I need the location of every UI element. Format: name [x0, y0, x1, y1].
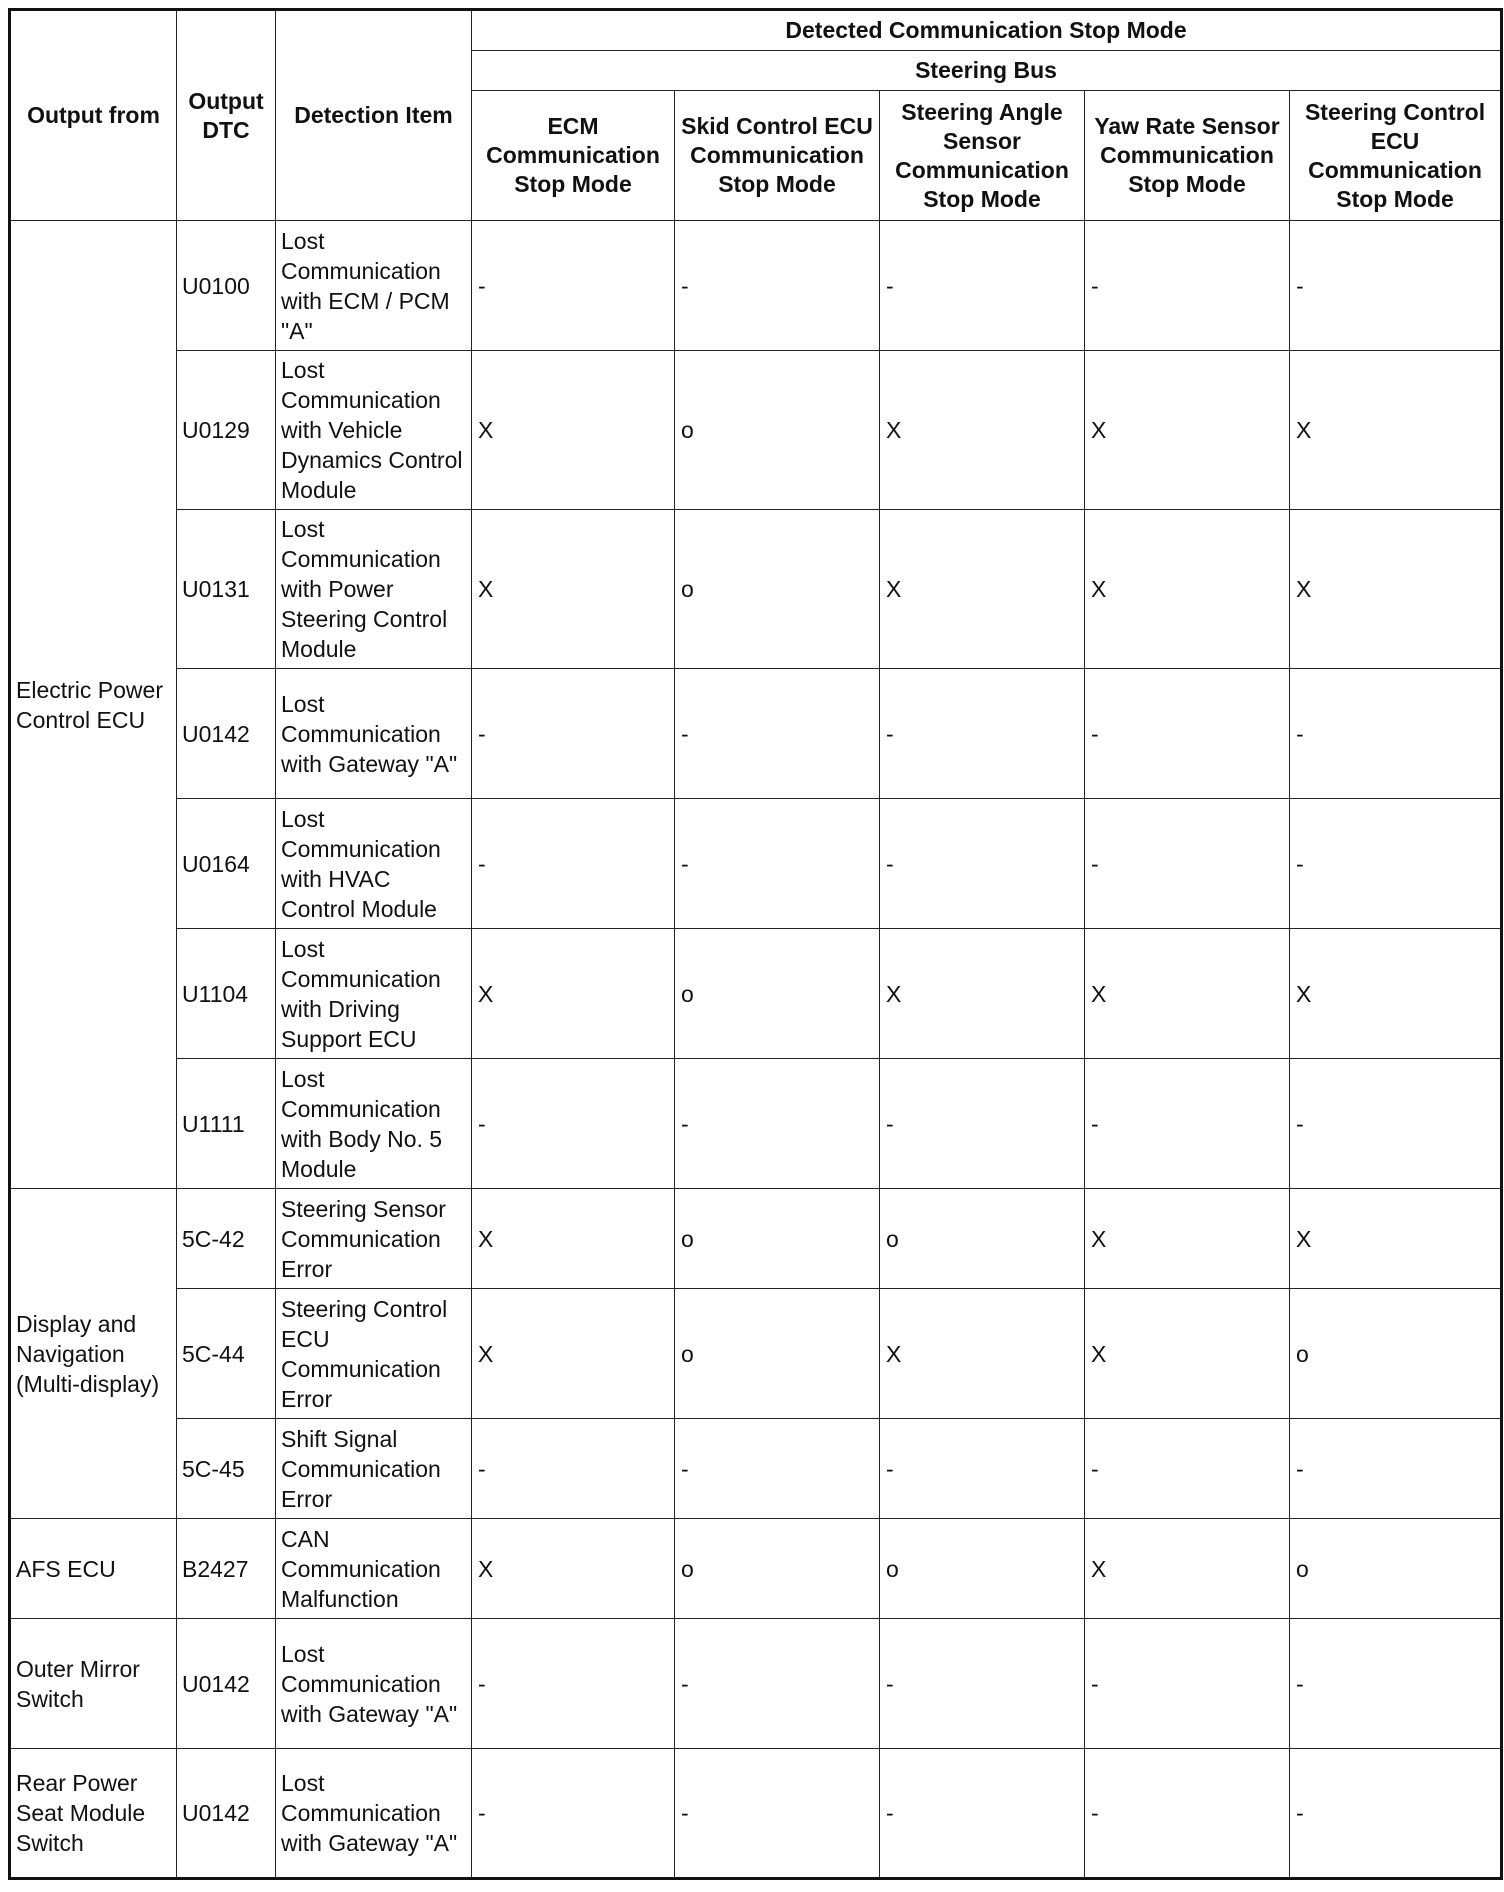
stop-mode-value-cell: - — [675, 1419, 880, 1519]
dtc-code-cell: 5C-42 — [177, 1189, 276, 1289]
stop-mode-value-cell: o — [1290, 1519, 1502, 1619]
stop-mode-value-cell: - — [1085, 221, 1290, 351]
stop-mode-value-cell: X — [1085, 351, 1290, 510]
stop-mode-value-cell: X — [1085, 1289, 1290, 1419]
stop-mode-value-cell: - — [472, 1749, 675, 1879]
stop-mode-value-cell: - — [1085, 1619, 1290, 1749]
stop-mode-value-cell: - — [675, 221, 880, 351]
dtc-code-cell: 5C-44 — [177, 1289, 276, 1419]
dtc-communication-table — [8, 8, 1503, 1880]
stop-mode-value-cell: X — [880, 1289, 1085, 1419]
header-mode-steering-control: Steering Control ECU Communication Stop Mode — [1290, 91, 1502, 221]
stop-mode-value-cell: X — [472, 1289, 675, 1419]
stop-mode-value-cell: o — [675, 1289, 880, 1419]
dtc-code-cell: U0142 — [177, 1749, 276, 1879]
detection-item-cell: Lost Communication with Gateway "A" — [276, 669, 472, 799]
stop-mode-value-cell: - — [1085, 669, 1290, 799]
table-row — [10, 1289, 1502, 1419]
detection-item-cell: Lost Communication with Driving Support ECU — [276, 929, 472, 1059]
stop-mode-value-cell: - — [880, 1059, 1085, 1189]
stop-mode-value-cell: - — [472, 1619, 675, 1749]
stop-mode-value-cell: - — [1085, 1059, 1290, 1189]
table-row — [10, 929, 1502, 1059]
stop-mode-value-cell: o — [675, 1519, 880, 1619]
stop-mode-value-cell: X — [1290, 929, 1502, 1059]
dtc-code-cell: U0100 — [177, 221, 276, 351]
header-mode-skid-control: Skid Control ECU Communication Stop Mode — [675, 91, 880, 221]
stop-mode-value-cell: o — [880, 1189, 1085, 1289]
dtc-code-cell: U1104 — [177, 929, 276, 1059]
stop-mode-value-cell: - — [675, 1619, 880, 1749]
table-row — [10, 1749, 1502, 1879]
stop-mode-value-cell: X — [880, 510, 1085, 669]
stop-mode-value-cell: X — [472, 510, 675, 669]
stop-mode-value-cell: - — [880, 669, 1085, 799]
stop-mode-value-cell: - — [1290, 669, 1502, 799]
stop-mode-value-cell: - — [675, 669, 880, 799]
dtc-code-cell: U0131 — [177, 510, 276, 669]
dtc-table-container — [8, 8, 1500, 1880]
stop-mode-value-cell: - — [1290, 1059, 1502, 1189]
header-mode-ecm: ECM Communication Stop Mode — [472, 91, 675, 221]
output-from-cell: AFS ECU — [10, 1519, 177, 1619]
table-row — [10, 510, 1502, 669]
detection-item-cell: Lost Communication with ECM / PCM "A" — [276, 221, 472, 351]
stop-mode-value-cell: o — [675, 1189, 880, 1289]
table-header — [10, 10, 1502, 221]
stop-mode-value-cell: - — [880, 1619, 1085, 1749]
stop-mode-value-cell: - — [880, 221, 1085, 351]
detection-item-cell: Lost Communication with HVAC Control Module — [276, 799, 472, 929]
stop-mode-value-cell: X — [472, 1519, 675, 1619]
header-output-dtc: Output DTC — [177, 10, 276, 221]
table-row — [10, 221, 1502, 351]
stop-mode-value-cell: - — [472, 799, 675, 929]
stop-mode-value-cell: X — [1290, 510, 1502, 669]
header-detection-item: Detection Item — [276, 10, 472, 221]
detection-item-cell: Shift Signal Communication Error — [276, 1419, 472, 1519]
stop-mode-value-cell: X — [472, 351, 675, 510]
stop-mode-value-cell: - — [1290, 221, 1502, 351]
detection-item-cell: Lost Communication with Power Steering Control Module — [276, 510, 472, 669]
stop-mode-value-cell: - — [675, 799, 880, 929]
table-row — [10, 1189, 1502, 1289]
stop-mode-value-cell: - — [675, 1749, 880, 1879]
stop-mode-value-cell: X — [1085, 1519, 1290, 1619]
stop-mode-value-cell: - — [1290, 1619, 1502, 1749]
stop-mode-value-cell: - — [675, 1059, 880, 1189]
stop-mode-value-cell: o — [880, 1519, 1085, 1619]
detection-item-cell: Steering Control ECU Communication Error — [276, 1289, 472, 1419]
dtc-code-cell: U0164 — [177, 799, 276, 929]
stop-mode-value-cell: o — [1290, 1289, 1502, 1419]
stop-mode-value-cell: - — [1290, 1749, 1502, 1879]
stop-mode-value-cell: - — [472, 669, 675, 799]
stop-mode-value-cell: X — [1290, 1189, 1502, 1289]
table-row — [10, 799, 1502, 929]
stop-mode-value-cell: X — [1085, 510, 1290, 669]
dtc-code-cell: U1111 — [177, 1059, 276, 1189]
table-row — [10, 1519, 1502, 1619]
header-mode-steering-angle: Steering Angle Sensor Communication Stop Mode — [880, 91, 1085, 221]
stop-mode-value-cell: - — [1085, 1749, 1290, 1879]
stop-mode-value-cell: - — [472, 221, 675, 351]
detection-item-cell: Lost Communication with Gateway "A" — [276, 1749, 472, 1879]
dtc-code-cell: 5C-45 — [177, 1419, 276, 1519]
dtc-code-cell: B2427 — [177, 1519, 276, 1619]
stop-mode-value-cell: - — [1290, 1419, 1502, 1519]
table-body — [10, 221, 1502, 1879]
dtc-code-cell: U0142 — [177, 1619, 276, 1749]
output-from-cell: Display and Navigation (Multi-display) — [10, 1189, 177, 1519]
stop-mode-value-cell: - — [1290, 799, 1502, 929]
table-row — [10, 1619, 1502, 1749]
table-row — [10, 1059, 1502, 1189]
stop-mode-value-cell: - — [472, 1059, 675, 1189]
detection-item-cell: CAN Communication Malfunction — [276, 1519, 472, 1619]
stop-mode-value-cell: X — [1290, 351, 1502, 510]
stop-mode-value-cell: o — [675, 510, 880, 669]
stop-mode-value-cell: - — [1085, 799, 1290, 929]
stop-mode-value-cell: X — [880, 929, 1085, 1059]
stop-mode-value-cell: - — [880, 1749, 1085, 1879]
output-from-cell: Outer Mirror Switch — [10, 1619, 177, 1749]
detection-item-cell: Lost Communication with Body No. 5 Module — [276, 1059, 472, 1189]
stop-mode-value-cell: - — [880, 1419, 1085, 1519]
table-row — [10, 351, 1502, 510]
header-steering-bus: Steering Bus — [472, 51, 1502, 91]
stop-mode-value-cell: X — [472, 929, 675, 1059]
stop-mode-value-cell: X — [880, 351, 1085, 510]
stop-mode-value-cell: X — [1085, 1189, 1290, 1289]
stop-mode-value-cell: - — [472, 1419, 675, 1519]
stop-mode-value-cell: o — [675, 929, 880, 1059]
output-from-cell: Electric Power Control ECU — [10, 221, 177, 1189]
stop-mode-value-cell: X — [472, 1189, 675, 1289]
output-from-cell: Rear Power Seat Module Switch — [10, 1749, 177, 1879]
stop-mode-value-cell: o — [675, 351, 880, 510]
stop-mode-value-cell: - — [1085, 1419, 1290, 1519]
detection-item-cell: Lost Communication with Vehicle Dynamics Control Module — [276, 351, 472, 510]
table-row — [10, 1419, 1502, 1519]
header-output-from: Output from — [10, 10, 177, 221]
stop-mode-value-cell: X — [1085, 929, 1290, 1059]
table-row — [10, 669, 1502, 799]
header-mode-yaw-rate: Yaw Rate Sensor Communication Stop Mode — [1085, 91, 1290, 221]
detection-item-cell: Lost Communication with Gateway "A" — [276, 1619, 472, 1749]
stop-mode-value-cell: - — [880, 799, 1085, 929]
dtc-code-cell: U0129 — [177, 351, 276, 510]
header-detected-stop-mode: Detected Communication Stop Mode — [472, 10, 1502, 51]
detection-item-cell: Steering Sensor Communication Error — [276, 1189, 472, 1289]
dtc-code-cell: U0142 — [177, 669, 276, 799]
